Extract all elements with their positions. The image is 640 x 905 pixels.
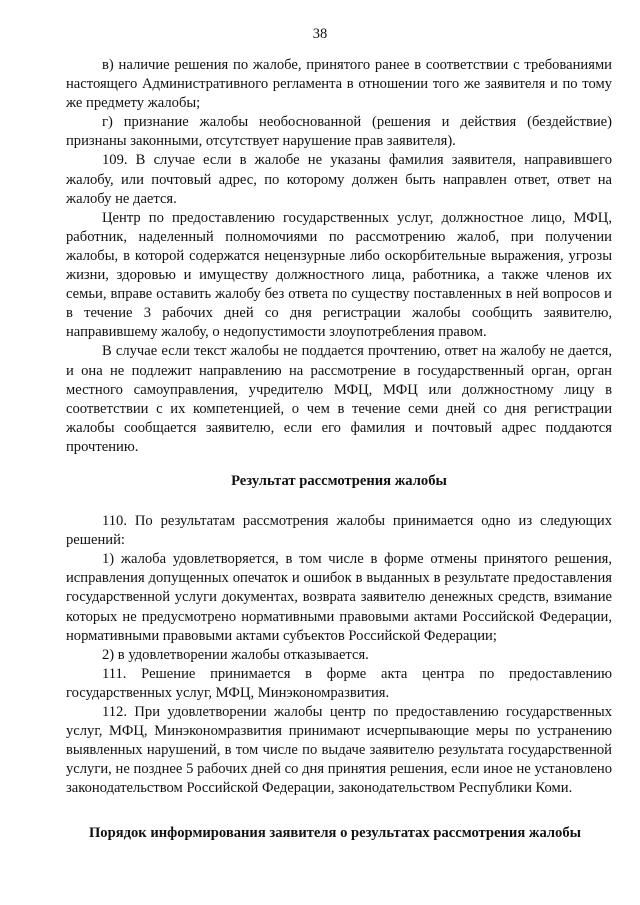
section-heading-inform: Порядок информирования заявителя о результатах рассмотрения жалобы <box>88 825 582 842</box>
paragraph-offensive-complaint: Центр по предоставлению государственных услуг, должностное лицо, МФЦ, работник, наделенный полномочиями по рассмотрению жалоб, при получении жалобы, в которой содержатся нецензурные либо оскорбительные выражения, угрозы жизни, здоровью и имуществу должностного лица, работника, а также членов их семьи, вправе оставить жалобу без ответа по существу поставленных в ней вопросов и в течение 3 рабочих дней со дня регистрации жалобы сообщить заявителю, направившему жалобу, о недопустимости злоупотребления правом. <box>66 209 612 341</box>
page-number: 38 <box>312 26 328 42</box>
paragraph-110: 110. По результатам рассмотрения жалобы принимается одно из следующих решений: <box>66 513 612 549</box>
spacer <box>66 457 612 472</box>
paragraph-item-v: в) наличие решения по жалобе, принятого ранее в соответствии с требованиями настоящего Административного регламента в отношении того же заявителя и по тому же предмету жалобы; <box>66 57 612 112</box>
paragraph-decision-2: 2) в удовлетворении жалобы отказывается. <box>102 646 369 663</box>
paragraph-109: 109. В случае если в жалобе не указаны фамилия заявителя, направившего жалобу, или почтовый адрес, по которому должен быть направлен ответ, ответ на жалобу не дается. <box>66 152 612 207</box>
paragraph-unreadable-complaint: В случае если текст жалобы не поддается прочтению, ответ на жалобу не дается, и она не подлежит направлению на рассмотрение в государственный орган, орган местного самоуправления, учредителю МФЦ, МФЦ или должностному лицу в соответствии с их компетенцией, о чем в течение семи дней со дня регистрации жалобы сообщается заявителю, если его фамилия и почтовый адрес поддаются прочтению. <box>66 343 612 455</box>
section-heading-result: Результат рассмотрения жалобы <box>231 472 447 489</box>
spacer <box>66 798 612 824</box>
paragraph-111: 111. Решение принимается в форме акта центра по предоставлению государственных услуг, МФЦ, Минэкономразвития. <box>66 665 612 701</box>
paragraph-item-g: г) признание жалобы необоснованной (решения и действия (бездействие) признаны законными, отсутствует нарушение прав заявителя). <box>66 114 612 150</box>
document-body <box>66 56 612 844</box>
spacer <box>66 491 612 512</box>
paragraph-decision-1: 1) жалоба удовлетворяется, в том числе в форме отмены принятого решения, исправления допущенных опечаток и ошибок в выданных в результате предоставления государственной услуги документах, возврата заявителю денежных средств, взимание которых не предусмотрено нормативными правовыми актами Российской Федерации, нормативными правовыми актами субъектов Российской Федерации; <box>66 551 612 644</box>
paragraph-112: 112. При удовлетворении жалобы центр по предоставлению государственных услуг, МФЦ, Минэкономразвития принимают исчерпывающие меры по устранению выявленных нарушений, в том числе по выдаче заявителю результата государственной услуги, не позднее 5 рабочих дней со дня принятия решения, если иное не установлено законодательством Российской Федерации, законодательством Республики Коми. <box>66 704 612 797</box>
